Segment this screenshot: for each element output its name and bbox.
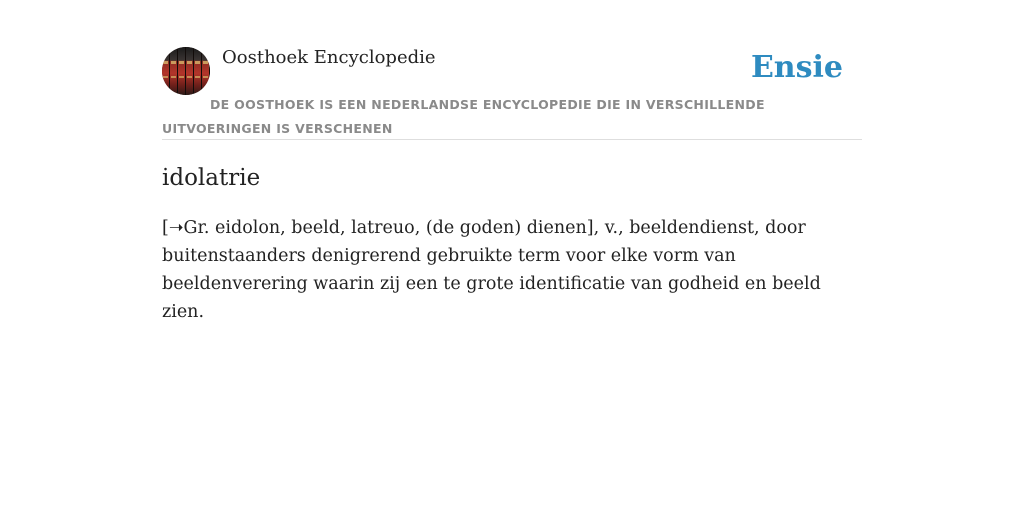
book-spine <box>170 47 178 95</box>
book-spine <box>202 47 210 95</box>
book-spine <box>186 47 194 95</box>
book-spines <box>162 47 210 95</box>
entry-title: idolatrie <box>162 165 261 191</box>
site-tagline: DE OOSTHOEK IS EEN NEDERLANDSE ENCYCLOPEDIE DIE IN VERSCHILLENDE UITVOERINGEN IS VERSCHENEN <box>162 97 765 136</box>
site-name-link[interactable]: Oosthoek Encyclopedie <box>222 47 436 68</box>
entry-article <box>162 162 862 326</box>
book-spine <box>194 47 202 95</box>
site-header <box>162 46 862 140</box>
book-spine <box>162 47 170 95</box>
encyclopedia-avatar-icon[interactable] <box>162 47 210 95</box>
entry-definition: [➝Gr. eidolon, beeld, latreuo, (de goden) dienen], v., beeldendienst, door buitenstaanders denigrerend gebruikte term voor elke vorm van beeldenverering waarin zij een te grote identificatie van godheid en beeld zien. <box>162 218 821 322</box>
book-spine <box>178 47 186 95</box>
ensie-logo-link[interactable]: Ensie <box>750 50 843 85</box>
